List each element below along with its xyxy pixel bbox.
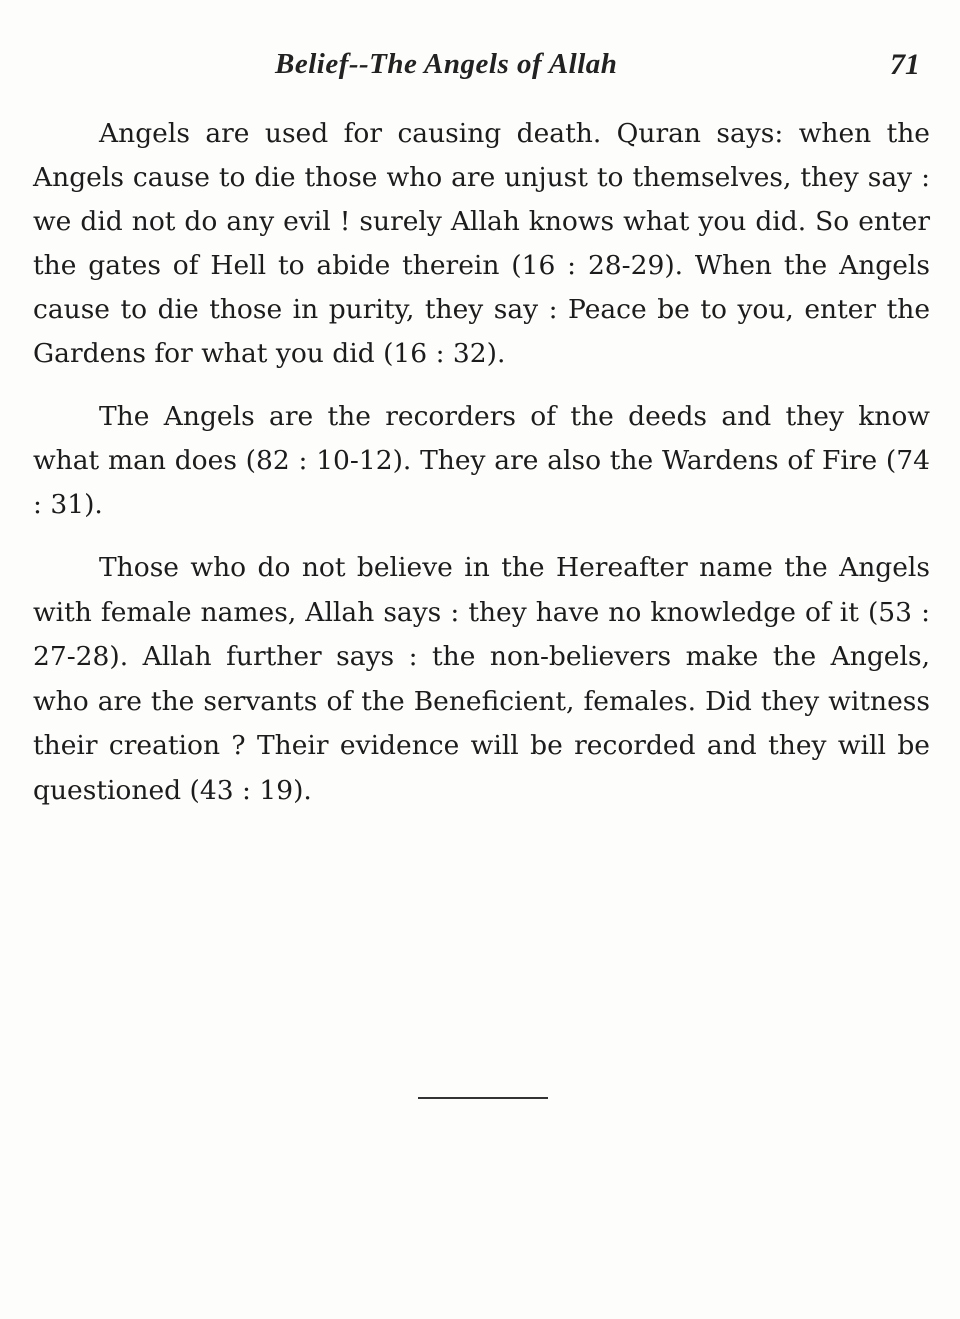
running-head-title: Belief--The Angels of Allah	[275, 48, 618, 80]
paragraph-female-names: Those who do not believe in the Hereafter name the Angels with female names, Allah says : they have no knowledge of it (53 : 27-28). Allah further says : the non-believers make the Angels, who are the servants of the Beneficient, females. Did they witness their creation ? Their evidence will be recorded and they will be questioned (43 : 19).	[33, 552, 930, 806]
section-end-rule	[418, 1097, 548, 1099]
paragraph-angels-recorders: The Angels are the recorders of the deeds and they know what man does (82 : 10-12). They are also the Wardens of Fire (74 : 31).	[33, 401, 930, 520]
page-number: 71	[890, 48, 920, 81]
body-text	[33, 112, 930, 832]
paragraph-angels-causing-death: Angels are used for causing death. Quran says: when the Angels cause to die those who are unjust to themselves, they say : we did not do any evil ! surely Allah knows what you did. So enter the gates of Hell to abide therein (16 : 28-29). When the Angels cause to die those in purity, they say : Peace be to you, enter the Gardens for what you did (16 : 32).	[33, 118, 930, 369]
